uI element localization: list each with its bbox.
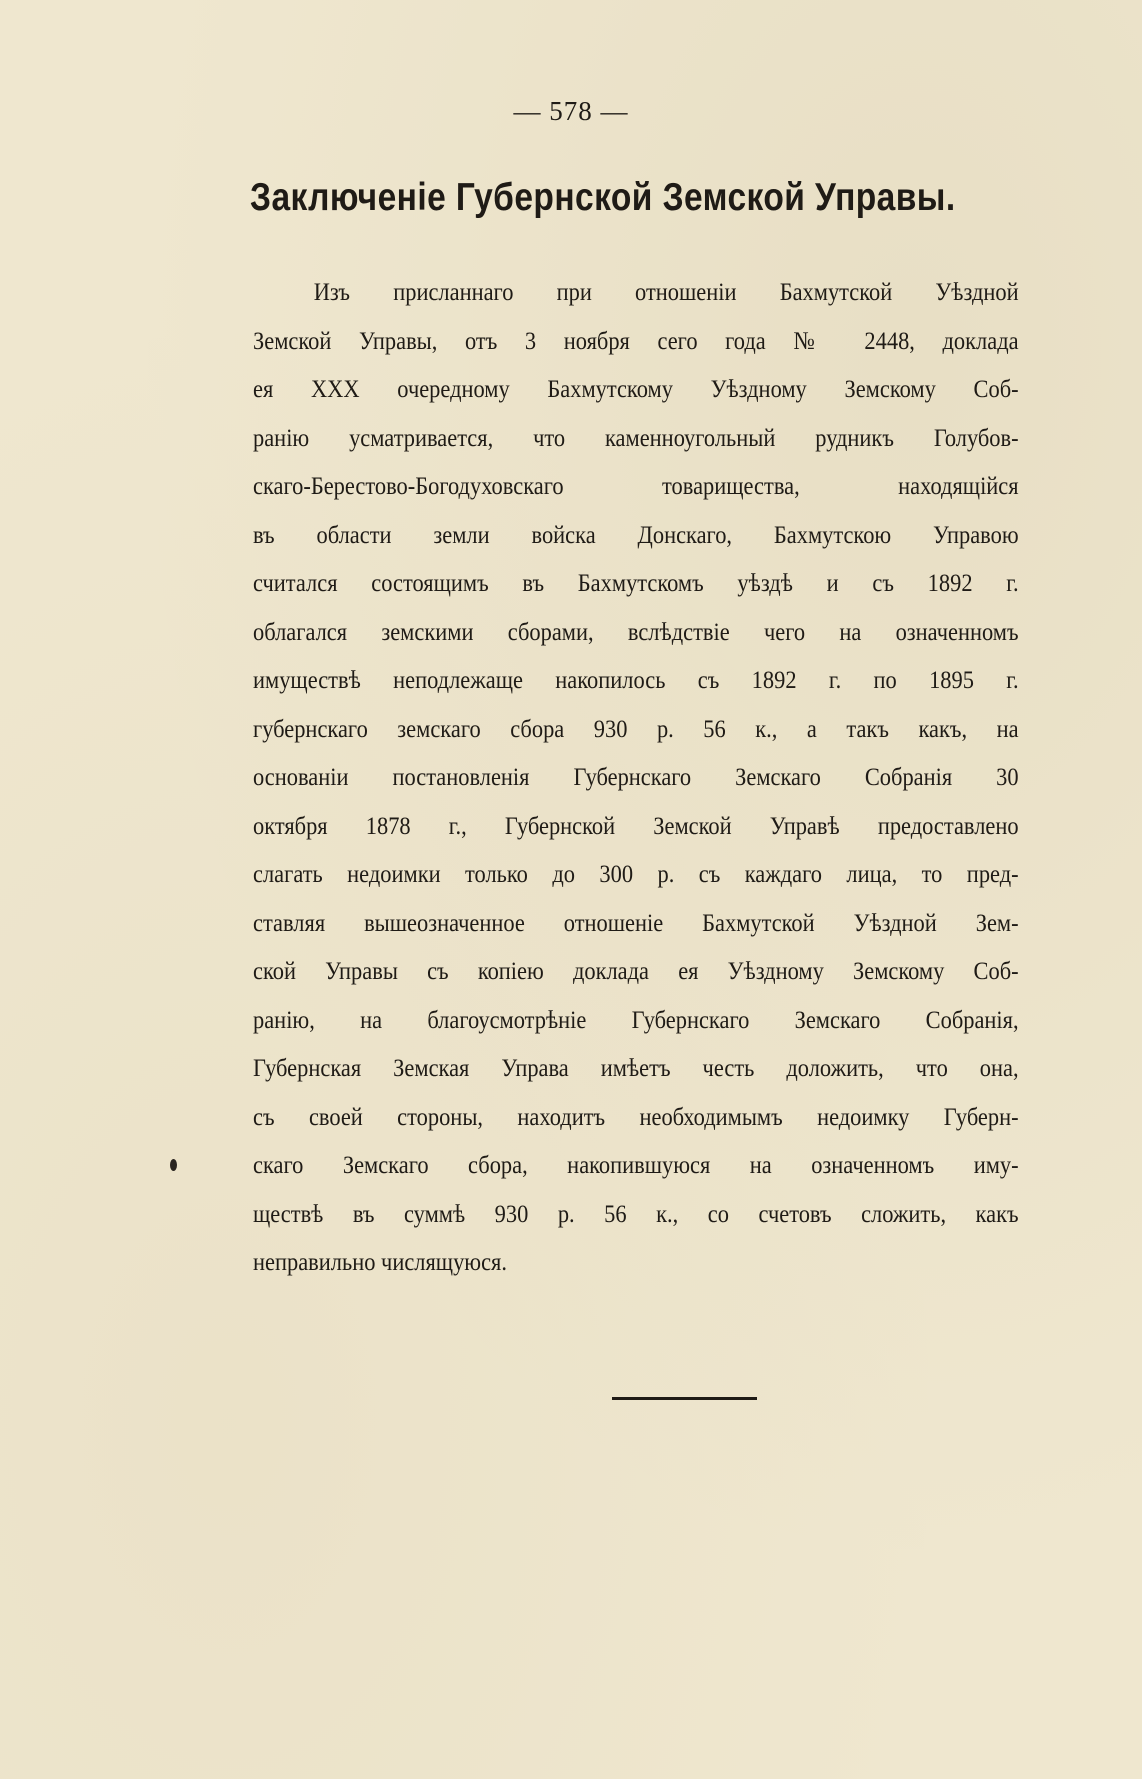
text-line: основанiи постановленiя Губернскаго Земскаго Собранiя 30	[253, 762, 1019, 791]
text-line: ранiю, на благоусмотрѣнiе Губернскаго Земскаго Собранiя,	[253, 1004, 1019, 1034]
text-line: скаго Земскаго сбора, накопившуюся на означенномъ иму-	[253, 1150, 1019, 1179]
text-line: ранiю усматривается, что каменноугольный рудникъ Голубов-	[253, 422, 1019, 452]
text-line: Земской Управы, отъ 3 ноября сего года № 2448, доклада	[253, 325, 1019, 355]
text-line: ея XXX очередному Бахмутскому Уѣздному Земскому Соб-	[253, 374, 1019, 403]
text-line: скаго-Берестово-Богодуховскаго товарищества, находящiйся	[253, 471, 1019, 500]
text-line: ской Управы съ копiею доклада ея Уѣздному Земскому Соб-	[253, 956, 1019, 985]
text-line: въ области земли войска Донскаго, Бахмутскою Управою	[253, 519, 1019, 549]
text-line: ставляя вышеозначенное отношенiе Бахмутской Уѣздной Зем-	[253, 907, 1019, 937]
section-divider	[612, 1397, 757, 1400]
text-line: слагать недоимки только до 300 р. съ каждаго лица, то пред-	[253, 859, 1019, 888]
text-line: имуществѣ неподлежаще накопилось съ 1892 г. по 1895 г.	[253, 665, 1019, 694]
text-line: октября 1878 г., Губернской Земской Управѣ предоставлено	[253, 810, 1019, 840]
ink-speck	[170, 1159, 177, 1171]
text-line: неправильно числящуюся.	[253, 1247, 507, 1276]
text-line: ществѣ въ суммѣ 930 р. 56 к., со счетовъ сложить, какъ	[253, 1198, 1019, 1228]
text-line: Губернская Земская Управа имѣетъ честь доложить, что она,	[253, 1053, 1019, 1082]
text-line: облагался земскими сборами, вслѣдствiе чего на означенномъ	[253, 616, 1019, 646]
page-number: — 578 —	[513, 96, 629, 126]
text-line: губернскаго земскаго сбора 930 р. 56 к., а такъ какъ, на	[253, 713, 1019, 743]
body-paragraph	[253, 268, 1123, 1287]
text-line: съ своей стороны, находитъ необходимымъ недоимку Губерн-	[253, 1101, 1019, 1131]
text-line: Изъ присланнаго при отношенiи Бахмутской Уѣздной	[313, 277, 1019, 306]
page-title: Заключенiе Губернской Земской Управы.	[250, 176, 956, 219]
text-line: считался состоящимъ въ Бахмутскомъ уѣздѣ и съ 1892 г.	[253, 568, 1019, 597]
